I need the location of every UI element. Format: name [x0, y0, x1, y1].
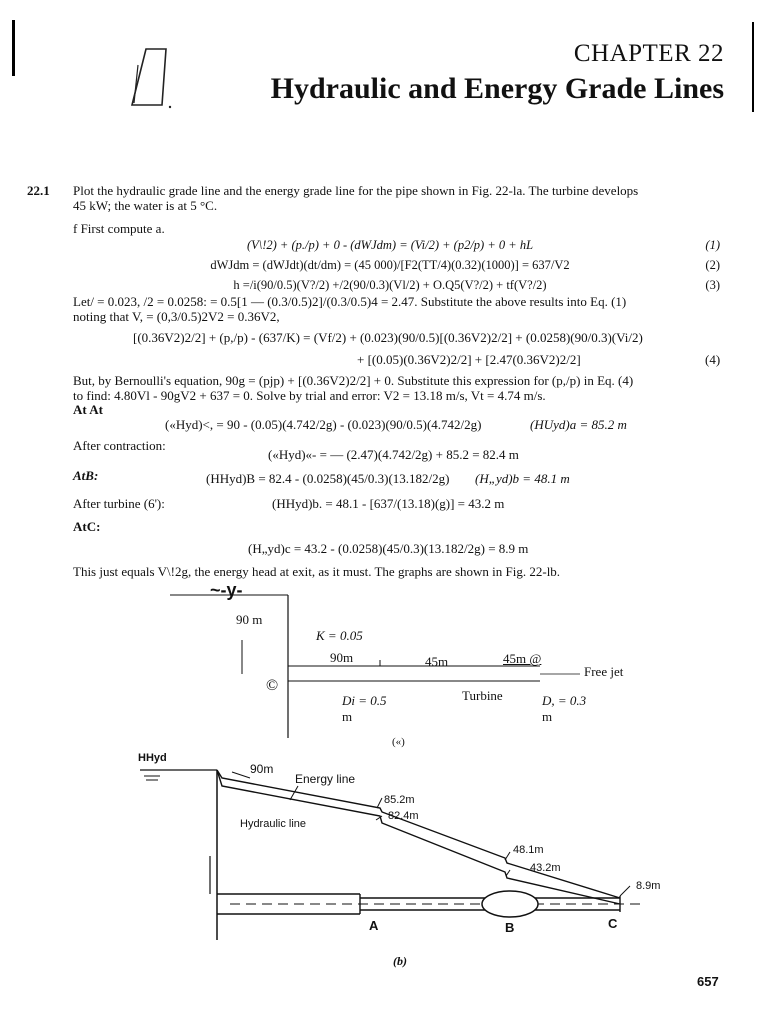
after-contraction-label: After contraction: [73, 438, 166, 453]
figure-a-caption: («) [392, 736, 405, 748]
after-turbine-label: After turbine (6'): [73, 496, 165, 511]
point-b-label: B [505, 920, 515, 935]
label-48-1m: 48.1m [513, 844, 544, 856]
hydraulic-line-label: Hydraulic line [240, 818, 307, 830]
reservoir-symbol: © [266, 677, 279, 694]
label-43-2m: 43.2m [530, 862, 561, 874]
at-b-equation: (HHyd)B = 82.4 - (0.0258)(45/0.3)(13.182/2g) [206, 471, 450, 486]
chapter-title: Hydraulic and Energy Grade Lines [270, 72, 724, 105]
equation-4a: [(0.36V2)2/2] + (p,/p) - (637/K) = (Vf/2) + (0.023)(90/0.5)[(0.36V2)2/2] + (0.0258)(90/0.3)(Vi/2) [133, 330, 643, 345]
at-a-result: (HUyd)a = 85.2 m [530, 417, 627, 432]
label-8-9m: 8.9m [636, 880, 661, 892]
statement-line-2: 45 kW; the water is at 5 °C. [73, 198, 218, 213]
free-jet-label: Free jet [584, 664, 624, 679]
statement-line-1: Plot the hydraulic grade line and the energy grade line for the pipe shown in Fig. 22-la. The turbine develops [73, 183, 639, 198]
let-line: Let/ = 0.023, /2 = 0.0258: = 0.5[1 — (0.3/0.5)2]/(0.3/0.5)4 = 2.47. Substitute the above results into Eq. (1) [73, 294, 627, 309]
at-b-label: AtB: [73, 468, 99, 483]
equation-4b: + [(0.05)(0.36V2)2/2] + [2.47(0.36V2)2/2] [357, 352, 581, 367]
energy-line-label: Energy line [295, 772, 356, 786]
point-c-label: C [608, 916, 618, 931]
equation-2: dWJdm = (dWJdt)(dt/dm) = (45 000)/[F2(TT/4)(0.32)(1000)] = 637/V2 [210, 258, 570, 272]
at-a-equation: («Hyd)<, = 90 - (0.05)(4.742/2g) - (0.023)(90/0.5)(4.742/2g) [165, 417, 482, 432]
diameter-2-label: D, = 0.3 [542, 693, 587, 708]
figure-a-diagram [160, 578, 640, 748]
height-label: 90 m [236, 612, 263, 627]
first-compute: f First compute a. [73, 221, 165, 236]
chapter-heading: CHAPTER 22 [573, 40, 724, 67]
label-82-4m: 82.4m [388, 810, 419, 822]
equation-3: h =/i(90/0.5)(V?/2) +/2(90/0.3)(Vl/2) + O.Q5(V?/2) + tf(V?/2) [233, 278, 547, 292]
hydraulic-head-axis-label: HHyd [138, 752, 167, 764]
pipe-length-2: 45m [425, 654, 449, 669]
after-turbine-equation: (HHyd)b. = 48.1 - [637/(13.18)(g)] = 43.2 m [272, 496, 505, 511]
conclusion-line: This just equals V\!2g, the energy head at exit, as it must. The graphs are shown in Fig. 22-lb. [73, 564, 561, 579]
loss-coefficient-label: K = 0.05 [316, 628, 363, 643]
pipe-length-1: 90m [330, 650, 354, 665]
water-surface-symbol: ~-y- [210, 580, 243, 600]
equation-block [0, 238, 768, 298]
at-c-equation: (H„yd)c = 43.2 - (0.0258)(45/0.3)(13.182/2g) = 8.9 m [248, 541, 529, 556]
bernoulli-line: But, by Bernoulli's equation, 90g = (pjp) + [(0.36V2)2/2] + 0. Substitute this expression for (p,/p) in Eq. (4) [73, 373, 634, 388]
equation-1: (V\!2) + (p./p) + 0 - (dWJdm) = (Vi/2) + (p2/p) + 0 + hL [246, 238, 534, 252]
chapter-logo [128, 45, 178, 110]
at-a-label: At At [73, 402, 103, 417]
to-find-line: to find: 4.80Vl - 90gV2 + 637 = 0. Solve by trial and error: V2 = 13.18 m/s, Vt = 4.74 m/s. [73, 388, 546, 403]
equation-2-number: (2) [705, 258, 720, 272]
after-contraction-equation: («Hyd)«- = — (2.47)(4.742/2g) + 85.2 = 82.4 m [268, 447, 519, 462]
label-90m: 90m [250, 762, 274, 776]
diameter-1-label: Di = 0.5 [342, 693, 387, 708]
equation-3-number: (3) [705, 278, 720, 292]
point-a-label: A [369, 918, 379, 933]
margin-bar-right [752, 22, 754, 112]
at-b-result: (H„yd)b = 48.1 m [475, 471, 570, 486]
figure-b-diagram [120, 748, 680, 948]
diameter-2-unit: m [542, 709, 553, 724]
at-c-label: AtC: [73, 519, 101, 534]
label-85-2m: 85.2m [384, 794, 415, 806]
pipe-length-3: 45m @ [503, 651, 542, 666]
margin-bar-left [12, 20, 15, 76]
equation-1-number: (1) [705, 238, 720, 252]
page-number: 657 [697, 974, 719, 989]
noting-line: noting that V, = (0,3/0.5)2V2 = 0.36V2, [73, 309, 280, 324]
turbine-label: Turbine [462, 688, 503, 703]
figure-b-caption: (b) [393, 954, 407, 968]
diameter-1-unit: m [342, 709, 353, 724]
equation-4-number: (4) [705, 352, 721, 367]
problem-number: 22.1 [27, 183, 50, 198]
